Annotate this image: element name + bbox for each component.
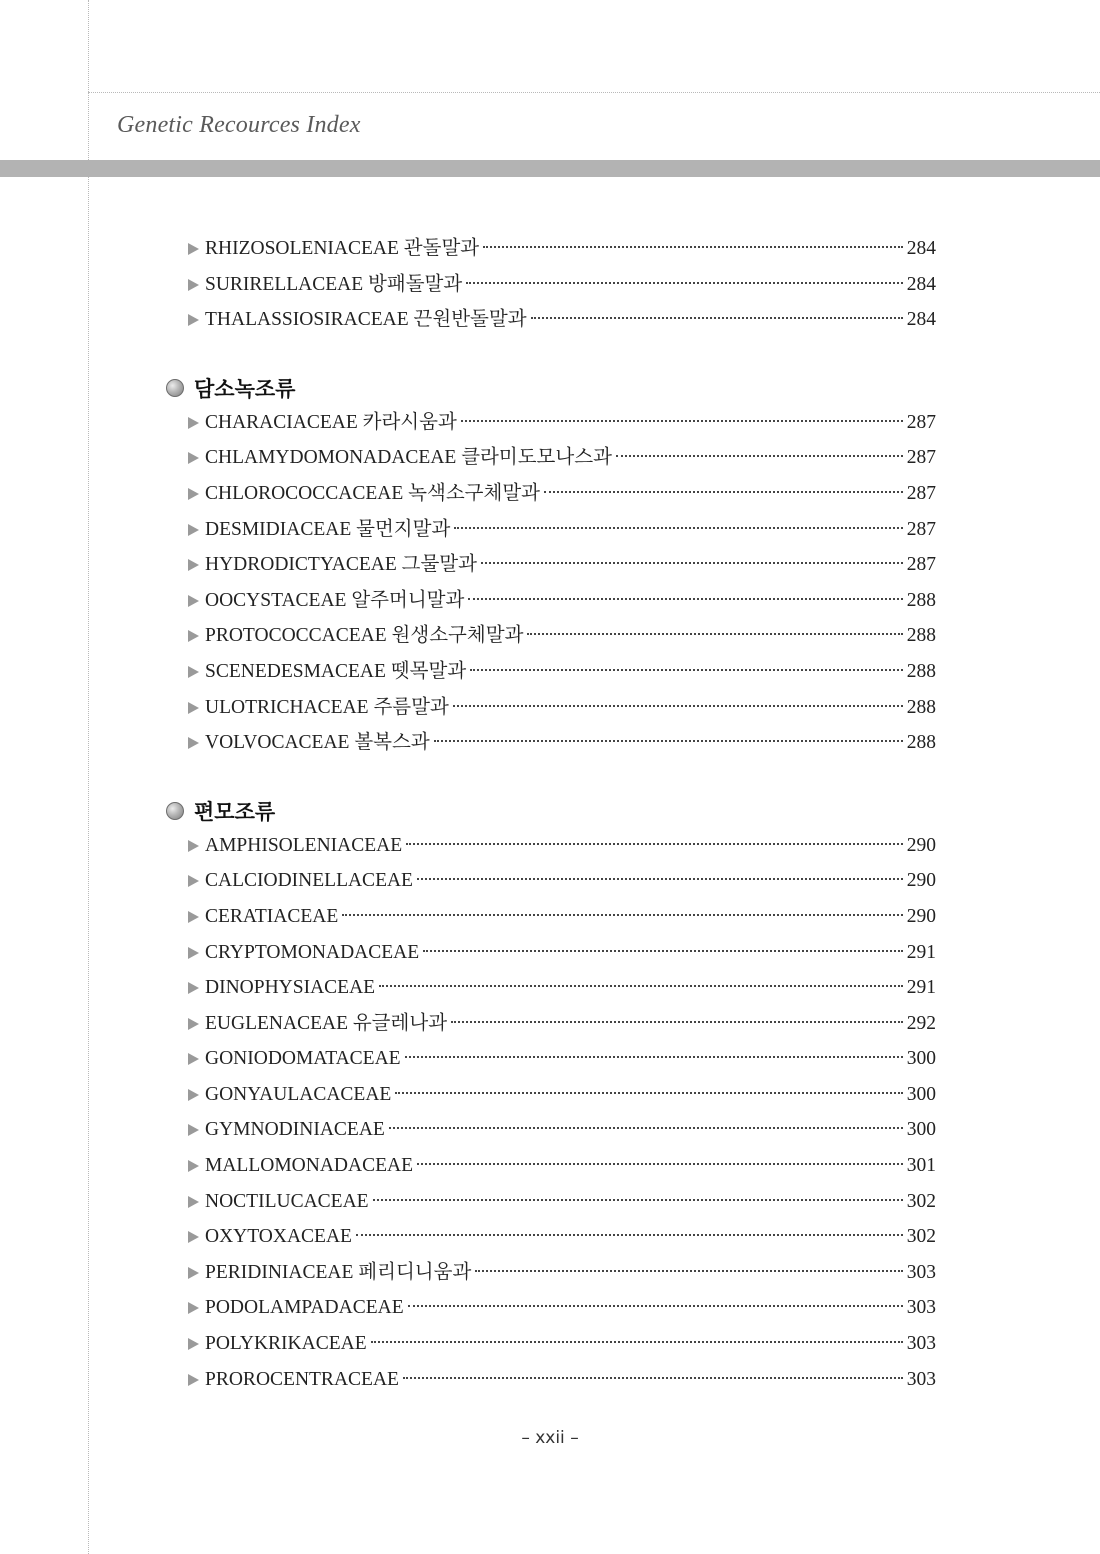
triangle-bullet-icon bbox=[188, 666, 199, 678]
dot-leader bbox=[483, 246, 903, 248]
toc-entry[interactable] bbox=[160, 970, 936, 1006]
page-number: – xxii – bbox=[521, 1428, 579, 1448]
toc-entry[interactable] bbox=[160, 654, 936, 690]
toc-entry-name: CHLAMYDOMONADACEAE 클라미도모나스과 bbox=[205, 447, 612, 469]
section-spacer bbox=[160, 338, 936, 371]
toc-entry-name: OXYTOXACEAE bbox=[205, 1226, 352, 1248]
dot-leader bbox=[373, 1199, 903, 1201]
dot-leader bbox=[395, 1092, 902, 1094]
toc-entry[interactable] bbox=[160, 1290, 936, 1326]
toc-entry[interactable] bbox=[160, 618, 936, 654]
dot-leader bbox=[423, 950, 903, 952]
toc-entry-page: 303 bbox=[906, 1333, 936, 1355]
toc-entry-name: RHIZOSOLENIACEAE 관돌말과 bbox=[205, 238, 480, 259]
dot-leader bbox=[481, 562, 903, 564]
dot-leader bbox=[417, 878, 903, 880]
triangle-bullet-icon bbox=[188, 488, 199, 500]
toc-entry-name: GONYAULACACEAE bbox=[205, 1083, 392, 1105]
triangle-bullet-icon bbox=[188, 1089, 199, 1101]
dot-leader bbox=[461, 420, 903, 422]
section-title: 편모조류 bbox=[194, 799, 276, 824]
toc-entry-page: 284 bbox=[906, 238, 936, 259]
triangle-bullet-icon bbox=[188, 911, 199, 923]
toc-entry-name: GONIODOMATACEAE bbox=[205, 1048, 401, 1070]
triangle-bullet-icon bbox=[188, 559, 199, 571]
dot-leader bbox=[405, 1056, 903, 1058]
dot-leader bbox=[408, 1305, 903, 1307]
dot-leader bbox=[475, 1270, 902, 1272]
section-heading bbox=[160, 794, 936, 828]
toc-entry[interactable] bbox=[160, 583, 936, 619]
toc-entry-name: CHARACIACEAE 카라시움과 bbox=[205, 411, 457, 433]
toc-entry-page: 290 bbox=[906, 870, 936, 892]
toc-entry[interactable] bbox=[160, 1255, 936, 1291]
toc-entry-page: 303 bbox=[906, 1368, 936, 1390]
toc-entry[interactable] bbox=[160, 547, 936, 583]
toc-entry-name: VOLVOCACEAE 볼복스과 bbox=[205, 732, 430, 754]
dot-leader bbox=[434, 740, 903, 742]
section-heading bbox=[160, 371, 936, 405]
toc-entry-name: DINOPHYSIACEAE bbox=[205, 977, 376, 999]
toc-entry-page: 287 bbox=[906, 554, 936, 576]
toc-entry-name: EUGLENACEAE 유글레나과 bbox=[205, 1012, 448, 1034]
triangle-bullet-icon bbox=[188, 737, 199, 749]
triangle-bullet-icon bbox=[188, 595, 199, 607]
margin-guide-vertical bbox=[88, 0, 89, 1554]
toc-entry[interactable] bbox=[160, 1219, 936, 1255]
toc-entry-page: 300 bbox=[906, 1119, 936, 1141]
toc-entry[interactable] bbox=[160, 1326, 936, 1362]
dot-leader bbox=[451, 1021, 903, 1023]
dot-leader bbox=[379, 985, 903, 987]
toc-entry-page: 292 bbox=[906, 1012, 936, 1034]
toc-entry[interactable] bbox=[160, 267, 936, 303]
toc-entry[interactable] bbox=[160, 440, 936, 476]
toc-entry[interactable] bbox=[160, 690, 936, 726]
triangle-bullet-icon bbox=[188, 314, 199, 326]
triangle-bullet-icon bbox=[188, 630, 199, 642]
toc-entry[interactable] bbox=[160, 231, 936, 267]
toc-entry[interactable] bbox=[160, 935, 936, 971]
toc-entry-page: 287 bbox=[906, 411, 936, 433]
toc-entry-page: 303 bbox=[906, 1297, 936, 1319]
toc-entry-name: AMPHISOLENIACEAE bbox=[205, 834, 403, 856]
toc-entry-page: 300 bbox=[906, 1083, 936, 1105]
circle-bullet-icon bbox=[166, 379, 184, 397]
toc-entry-page: 291 bbox=[906, 941, 936, 963]
toc-entry-name: PERIDINIACEAE 페리디니움과 bbox=[205, 1261, 472, 1283]
toc-entry[interactable] bbox=[160, 1077, 936, 1113]
toc-entry-page: 290 bbox=[906, 905, 936, 927]
toc-entry-page: 300 bbox=[906, 1048, 936, 1070]
dot-leader bbox=[403, 1377, 903, 1379]
triangle-bullet-icon bbox=[188, 982, 199, 994]
dot-leader bbox=[544, 491, 903, 493]
triangle-bullet-icon bbox=[188, 1124, 199, 1136]
table-of-contents bbox=[160, 231, 936, 1397]
triangle-bullet-icon bbox=[188, 1231, 199, 1243]
triangle-bullet-icon bbox=[188, 524, 199, 536]
toc-entry[interactable] bbox=[160, 476, 936, 512]
toc-entry-page: 287 bbox=[906, 447, 936, 469]
dot-leader bbox=[616, 455, 903, 457]
toc-entry-name: CRYPTOMONADACEAE bbox=[205, 941, 420, 963]
triangle-bullet-icon bbox=[188, 875, 199, 887]
triangle-bullet-icon bbox=[188, 243, 199, 255]
toc-entry[interactable] bbox=[160, 863, 936, 899]
toc-entry[interactable] bbox=[160, 725, 936, 761]
toc-entry-page: 287 bbox=[906, 518, 936, 540]
dot-leader bbox=[371, 1341, 903, 1343]
toc-entry-page: 288 bbox=[906, 732, 936, 754]
dot-leader bbox=[527, 633, 902, 635]
dot-leader bbox=[454, 527, 902, 529]
toc-entry-name: THALASSIOSIRACEAE 끈원반돌말과 bbox=[205, 309, 527, 331]
triangle-bullet-icon bbox=[188, 1196, 199, 1208]
toc-entry-name: PROTOCOCCACEAE 원생소구체말과 bbox=[205, 625, 524, 647]
section-title: 담소녹조류 bbox=[194, 376, 296, 401]
triangle-bullet-icon bbox=[188, 1302, 199, 1314]
toc-entry[interactable] bbox=[160, 1041, 936, 1077]
toc-entry-name: GYMNODINIACEAE bbox=[205, 1119, 385, 1141]
triangle-bullet-icon bbox=[188, 1018, 199, 1030]
toc-entry-name: SCENEDESMACEAE 뗏목말과 bbox=[205, 660, 467, 682]
toc-entry-page: 301 bbox=[906, 1155, 936, 1177]
triangle-bullet-icon bbox=[188, 1338, 199, 1350]
triangle-bullet-icon bbox=[188, 947, 199, 959]
toc-entry-page: 290 bbox=[906, 834, 936, 856]
toc-entry-name: ULOTRICHACEAE 주름말과 bbox=[205, 696, 449, 718]
triangle-bullet-icon bbox=[188, 1160, 199, 1172]
toc-entry-name: NOCTILUCACEAE bbox=[205, 1190, 369, 1212]
toc-entry-page: 302 bbox=[906, 1190, 936, 1212]
toc-entry-name: HYDRODICTYACEAE 그물말과 bbox=[205, 554, 477, 576]
dot-leader bbox=[389, 1127, 903, 1129]
toc-entry-name: POLYKRIKACEAE bbox=[205, 1333, 367, 1355]
dot-leader bbox=[356, 1234, 903, 1236]
toc-entry[interactable] bbox=[160, 405, 936, 441]
margin-guide-top bbox=[88, 92, 1100, 93]
dot-leader bbox=[342, 914, 903, 916]
toc-entry[interactable] bbox=[160, 512, 936, 548]
triangle-bullet-icon bbox=[188, 452, 199, 464]
dot-leader bbox=[468, 598, 902, 600]
toc-entry-page: 288 bbox=[906, 589, 936, 611]
toc-entry-page: 288 bbox=[906, 660, 936, 682]
toc-entry-name: SURIRELLACEAE 방패돌말과 bbox=[205, 273, 463, 295]
dot-leader bbox=[470, 669, 903, 671]
toc-entry-page: 284 bbox=[906, 309, 936, 331]
toc-entry-page: 284 bbox=[906, 273, 936, 295]
toc-entry-page: 291 bbox=[906, 977, 936, 999]
toc-entry[interactable] bbox=[160, 1112, 936, 1148]
toc-entry-name: OOCYSTACEAE 알주머니말과 bbox=[205, 589, 465, 611]
running-title: Genetic Recources Index bbox=[117, 112, 361, 138]
toc-entry-name: PODOLAMPADACEAE bbox=[205, 1297, 404, 1319]
dot-leader bbox=[417, 1163, 903, 1165]
dot-leader bbox=[453, 705, 903, 707]
toc-entry[interactable] bbox=[160, 1362, 936, 1398]
toc-entry-name: DESMIDIACEAE 물먼지말과 bbox=[205, 518, 451, 540]
triangle-bullet-icon bbox=[188, 1053, 199, 1065]
triangle-bullet-icon bbox=[188, 1267, 199, 1279]
toc-entry[interactable] bbox=[160, 828, 936, 864]
triangle-bullet-icon bbox=[188, 417, 199, 429]
dot-leader bbox=[406, 843, 903, 845]
toc-entry-page: 288 bbox=[906, 696, 936, 718]
toc-entry[interactable] bbox=[160, 1184, 936, 1220]
toc-entry-name: CHLOROCOCCACEAE 녹색소구체말과 bbox=[205, 482, 540, 504]
toc-entry-page: 287 bbox=[906, 482, 936, 504]
section-spacer bbox=[160, 761, 936, 794]
toc-entry[interactable] bbox=[160, 1006, 936, 1042]
triangle-bullet-icon bbox=[188, 702, 199, 714]
triangle-bullet-icon bbox=[188, 840, 199, 852]
toc-entry-name: CERATIACEAE bbox=[205, 905, 339, 927]
triangle-bullet-icon bbox=[188, 1374, 199, 1386]
toc-entry-name: PROROCENTRACEAE bbox=[205, 1368, 399, 1390]
toc-entry[interactable] bbox=[160, 1148, 936, 1184]
toc-entry-name: MALLOMONADACEAE bbox=[205, 1155, 413, 1177]
dot-leader bbox=[531, 317, 903, 319]
toc-entry-page: 288 bbox=[906, 625, 936, 647]
toc-entry[interactable] bbox=[160, 302, 936, 338]
circle-bullet-icon bbox=[166, 802, 184, 820]
toc-entry-page: 303 bbox=[906, 1261, 936, 1283]
toc-entry[interactable] bbox=[160, 899, 936, 935]
toc-entry-page: 302 bbox=[906, 1226, 936, 1248]
toc-entry-name: CALCIODINELLACEAE bbox=[205, 870, 413, 892]
triangle-bullet-icon bbox=[188, 279, 199, 291]
dot-leader bbox=[466, 282, 903, 284]
header-bar bbox=[0, 160, 1100, 177]
